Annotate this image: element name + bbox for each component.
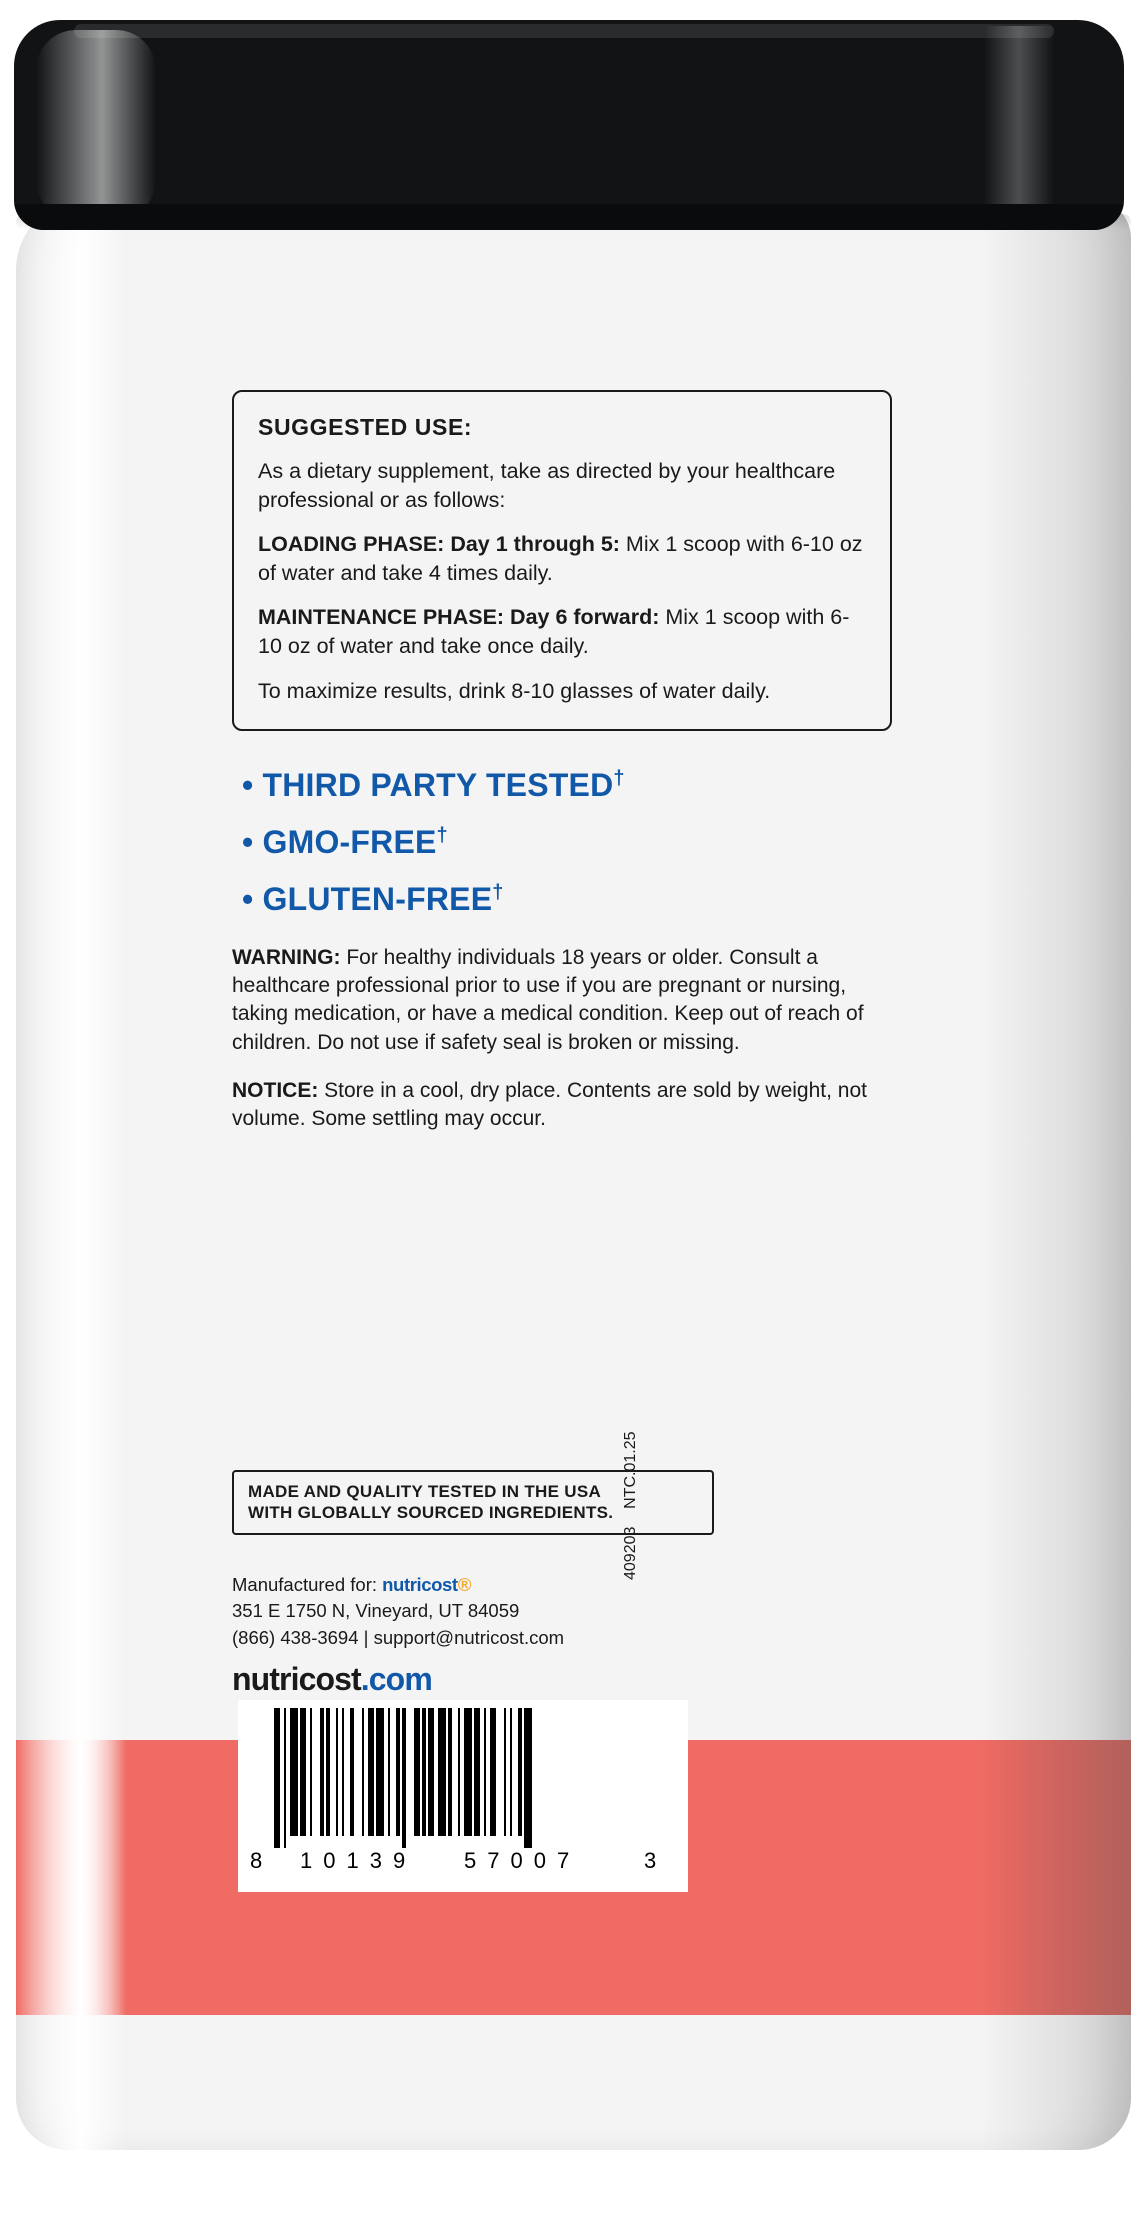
notice-text: Store in a cool, dry place. Contents are sold by weight, not volume. Some settling may occur. <box>232 1078 867 1130</box>
suggested-use-box <box>232 390 892 731</box>
made-in-usa-box <box>232 1470 714 1535</box>
claims-list <box>232 767 892 918</box>
lot-code <box>620 1431 642 1580</box>
barcode-bars <box>274 1708 678 1848</box>
warning-label: WARNING: <box>232 946 341 970</box>
brand-website[interactable]: nutricost.com <box>232 1660 432 1697</box>
notice-label: NOTICE: <box>232 1078 319 1102</box>
lid-highlight-left <box>36 30 156 220</box>
manufactured-for-line <box>232 1572 672 1598</box>
made-in-usa-line-2: WITH GLOBALLY SOURCED INGREDIENTS. <box>248 1503 614 1523</box>
brand-registered-dot: ® <box>457 1574 471 1595</box>
lid-rim <box>14 204 1124 230</box>
notice-paragraph <box>232 1077 892 1133</box>
warning-text: For healthy individuals 18 years or older. Consult a healthcare professional prior to use if you are pregnant or nursing, taking medication, or have a medical condition. Keep out of reach of children. Do not use if safety seal is broken or missing. <box>232 946 864 1054</box>
barcode-group-left: 10139 <box>300 1848 417 1873</box>
manufacturer-address: 351 E 1750 N, Vineyard, UT 84059 <box>232 1600 520 1622</box>
lot-date-code: NTC.01.25 <box>622 1431 639 1509</box>
brand-inline-logo: nutricost® <box>382 1574 471 1595</box>
dagger-symbol: † <box>492 881 504 904</box>
barcode-digit-first: 8 <box>250 1848 263 1873</box>
manufacturer-block <box>232 1572 672 1698</box>
barcode-digits <box>248 1848 678 1874</box>
lid-top-highlight <box>74 24 1054 38</box>
maintenance-phase-line <box>258 603 866 660</box>
suggested-use-intro: As a dietary supplement, take as directed by your healthcare professional or as follows: <box>258 459 836 512</box>
body-shadow <box>981 200 1131 2150</box>
made-in-usa-line-1: MADE AND QUALITY TESTED IN THE USA <box>248 1482 602 1501</box>
maintenance-phase-label: MAINTENANCE PHASE: Day 6 forward: <box>258 605 660 630</box>
body-highlight <box>16 200 126 2150</box>
lot-number: 409203 <box>622 1526 639 1580</box>
lid-highlight-right <box>984 26 1054 226</box>
dagger-symbol: † <box>613 767 625 790</box>
loading-phase-line <box>258 530 866 587</box>
maintenance-phase-text: Mix 1 scoop with 6-10 oz of water and take once daily. <box>258 605 850 658</box>
barcode <box>238 1700 688 1892</box>
loading-phase-text: Mix 1 scoop with 6-10 oz of water and take 4 times daily. <box>258 532 863 585</box>
dagger-symbol: † <box>436 824 448 847</box>
label-content <box>232 390 892 1153</box>
barcode-group-right: 57007 <box>464 1848 581 1873</box>
manufactured-for-prefix: Manufactured for: <box>232 1574 377 1595</box>
claim-third-party-tested: • THIRD PARTY TESTED† <box>242 767 625 804</box>
loading-phase-label: LOADING PHASE: Day 1 through 5: <box>258 532 620 557</box>
claim-gmo-free: • GMO-FREE† <box>242 824 448 861</box>
fineprint-block <box>232 944 892 1133</box>
warning-paragraph <box>232 944 892 1057</box>
claim-gluten-free: • GLUTEN-FREE† <box>242 881 504 918</box>
manufacturer-contact: (866) 438-3694 | support@nutricost.com <box>232 1626 565 1648</box>
jar-lid[interactable] <box>14 20 1124 230</box>
suggested-use-title: SUGGESTED USE: <box>258 414 473 440</box>
suggested-use-closing: To maximize results, drink 8-10 glasses of water daily. <box>258 678 771 703</box>
barcode-digit-last: 3 <box>644 1848 657 1873</box>
